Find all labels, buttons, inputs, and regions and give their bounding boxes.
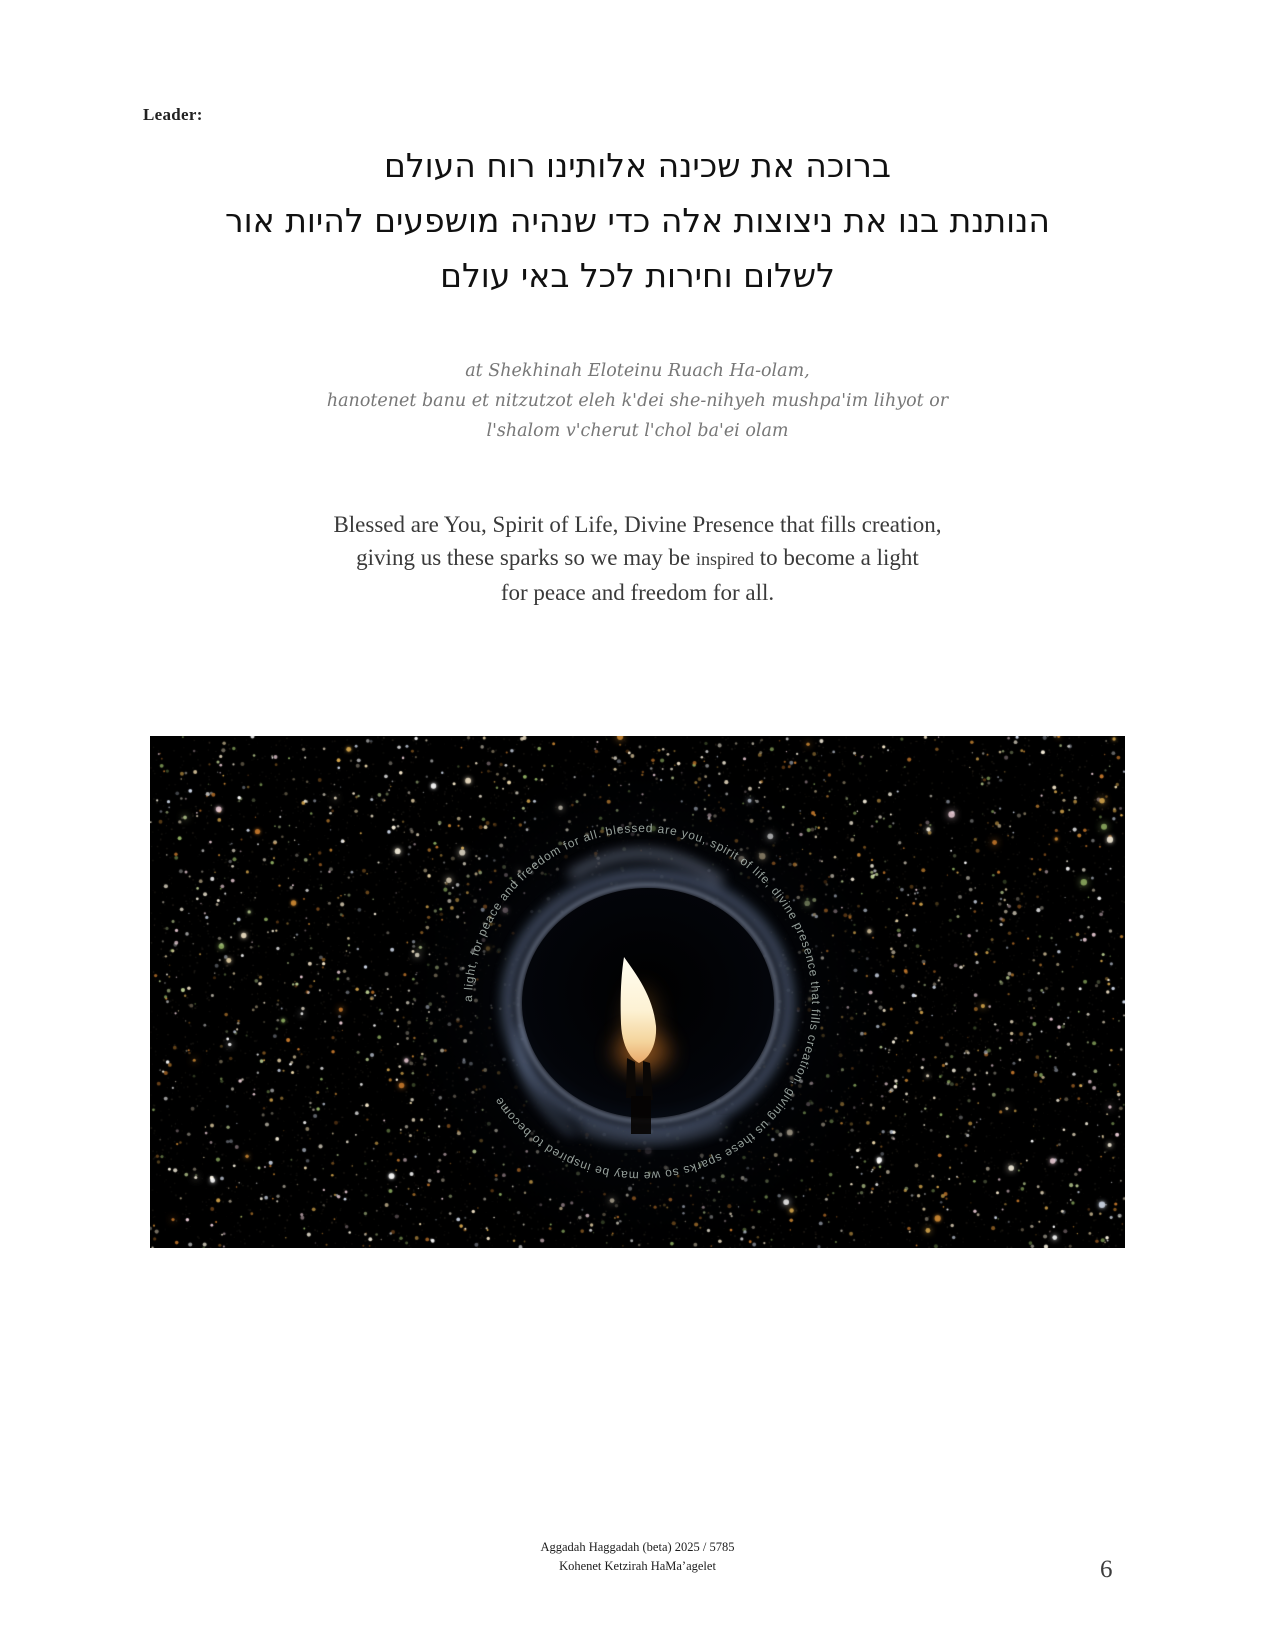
- english-line-1: Blessed are You, Spirit of Life, Divine Presence that fills creation,: [333, 512, 942, 537]
- candle-body-shadow: [631, 1096, 651, 1134]
- candle-starfield-image: [150, 736, 1125, 1248]
- transliteration: [0, 356, 1275, 446]
- transliteration-line-2: hanotenet banu et nitzutzot eleh k'dei she-nihyeh mushpa'im lihyot or: [326, 391, 949, 411]
- footer-line-1: Aggadah Haggadah (beta) 2025 / 5785: [540, 1540, 735, 1554]
- english-line-2-inspired: inspired: [696, 549, 755, 569]
- hebrew-line-3: לשלום וחירות לכל באי עולם: [440, 256, 835, 295]
- leader-label: Leader:: [143, 105, 203, 124]
- black-hole-candle-overlay: [150, 736, 1125, 1248]
- footer: [0, 1538, 1275, 1576]
- english-line-2: [0, 541, 1275, 576]
- hebrew-line-1: ברוכה את שכינה אלותינו רוח העולם: [383, 146, 891, 185]
- footer-line-2: Kohenet Ketzirah HaMa’agelet: [559, 1559, 716, 1573]
- transliteration-line-3: l'shalom v'cherut l'chol ba'ei olam: [486, 421, 789, 441]
- english-translation: [0, 508, 1275, 609]
- hebrew-blessing: [0, 138, 1275, 303]
- page-number: 6: [1100, 1556, 1113, 1583]
- hebrew-line-2: הנותנת בנו את ניצוצות אלה כדי שנהיה מושפעים להיות אור: [225, 201, 1050, 240]
- english-line-2-pre: giving us these sparks so we may be: [356, 545, 691, 570]
- english-line-2-post: to become a light: [759, 545, 919, 570]
- candle-wick-left: [626, 1058, 636, 1098]
- ring-text: a light, for peace and freedom for all. blessed are you, spirit of life, divine presence that fills creation, giving us these sparks so we may be inspired to become: [460, 820, 824, 1184]
- english-line-3: for peace and freedom for all.: [500, 580, 775, 605]
- transliteration-line-1: at Shekhinah Eloteinu Ruach Ha-olam,: [465, 361, 810, 381]
